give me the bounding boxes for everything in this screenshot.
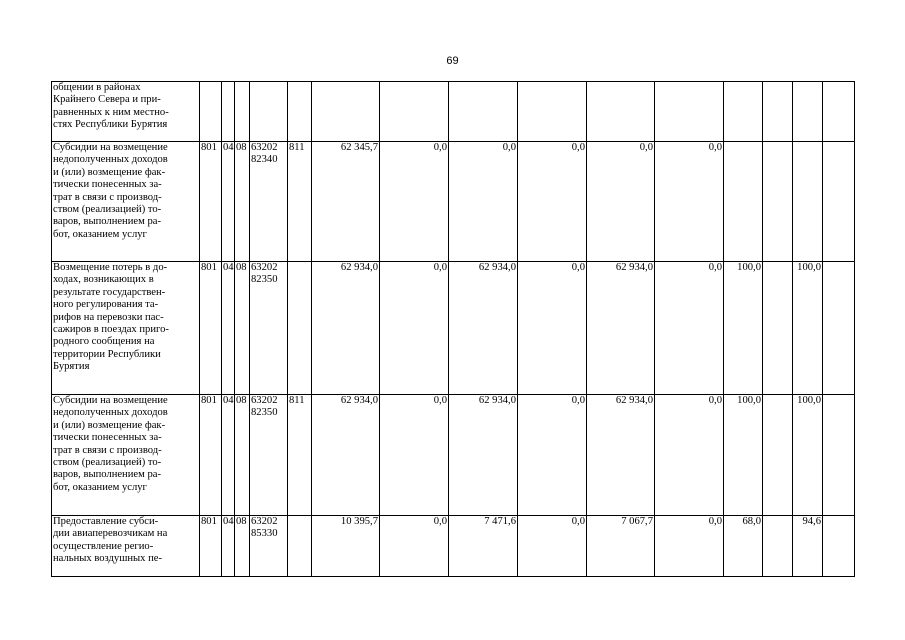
table-row xyxy=(52,142,855,262)
value-cell-v10 xyxy=(823,82,855,142)
value-cell-v5: 62 934,0 xyxy=(587,395,655,516)
value-cell-v2: 0,0 xyxy=(380,142,449,262)
row-name-line: территории Республики xyxy=(53,348,161,360)
table-row xyxy=(52,516,855,577)
row-name-cell xyxy=(52,82,200,142)
row-name-line: ством (реализацией) то- xyxy=(53,204,162,216)
value-cell-v3 xyxy=(449,82,518,142)
value-cell-v1: 10 395,7 xyxy=(312,516,380,577)
value-cell-v7 xyxy=(724,142,763,262)
table-row xyxy=(52,82,855,142)
code-cell-c4: 63202 82350 xyxy=(250,395,288,516)
value-cell-v8 xyxy=(763,516,793,577)
row-name-line: и (или) возмещение фак- xyxy=(53,166,166,178)
row-name-line: Субсидии на возмещение xyxy=(53,142,168,153)
code-cell-c3: 08 xyxy=(235,516,250,577)
row-name-line: тически понесенных за- xyxy=(53,432,162,444)
value-cell-v2: 0,0 xyxy=(380,262,449,395)
row-name-line: бот, оказанием услуг xyxy=(53,481,147,493)
row-name-line: тически понесенных за- xyxy=(53,179,162,191)
value-cell-v8 xyxy=(763,142,793,262)
value-cell-v10 xyxy=(823,142,855,262)
value-cell-v8 xyxy=(763,82,793,142)
value-cell-v3: 62 934,0 xyxy=(449,395,518,516)
value-cell-v8 xyxy=(763,262,793,395)
code-cell-c1 xyxy=(200,82,222,142)
value-cell-v3: 7 471,6 xyxy=(449,516,518,577)
row-name-line: Предоставление субси- xyxy=(53,516,159,527)
value-cell-v2 xyxy=(380,82,449,142)
page-number: 69 xyxy=(446,55,459,67)
table-row xyxy=(52,262,855,395)
value-cell-v6 xyxy=(655,82,724,142)
row-name-line: и (или) возмещение фак- xyxy=(53,419,166,431)
code-cell-c1: 801 xyxy=(200,395,222,516)
value-cell-v7 xyxy=(724,82,763,142)
value-cell-v10 xyxy=(823,516,855,577)
code-cell-c3: 08 xyxy=(235,142,250,262)
row-name-line: рифов на перевозки пас- xyxy=(53,311,164,323)
budget-table xyxy=(51,81,855,577)
code-cell-c4: 63202 82350 xyxy=(250,262,288,395)
row-name-line: ного регулирования та- xyxy=(53,299,159,311)
code-cell-c5 xyxy=(288,516,312,577)
value-cell-v9: 100,0 xyxy=(793,395,823,516)
code-cell-c3 xyxy=(235,82,250,142)
row-name-line: родного сообщения на xyxy=(53,336,155,348)
row-name-line: Бурятия xyxy=(53,361,90,373)
code-cell-c2: 04 xyxy=(222,395,235,516)
row-name-cell xyxy=(52,262,200,395)
row-name-cell xyxy=(52,516,200,577)
row-name-line: трат в связи с производ- xyxy=(53,444,162,456)
code-cell-c4 xyxy=(250,82,288,142)
row-name-line: ством (реализацией) то- xyxy=(53,457,162,469)
row-name-line: сажиров в поездах приго- xyxy=(53,324,169,336)
row-name-line: стях Республики Бурятия xyxy=(53,119,168,131)
code-cell-c2: 04 xyxy=(222,142,235,262)
row-name-line: трат в связи с производ- xyxy=(53,191,162,203)
value-cell-v4: 0,0 xyxy=(518,395,587,516)
row-name-line: равненных к ним местно- xyxy=(53,106,169,118)
value-cell-v9 xyxy=(793,82,823,142)
value-cell-v4: 0,0 xyxy=(518,262,587,395)
value-cell-v1: 62 934,0 xyxy=(312,395,380,516)
value-cell-v3: 62 934,0 xyxy=(449,262,518,395)
value-cell-v5: 62 934,0 xyxy=(587,262,655,395)
value-cell-v6: 0,0 xyxy=(655,395,724,516)
value-cell-v9: 100,0 xyxy=(793,262,823,395)
value-cell-v6: 0,0 xyxy=(655,142,724,262)
value-cell-v9: 94,6 xyxy=(793,516,823,577)
code-cell-c4: 63202 85330 xyxy=(250,516,288,577)
value-cell-v10 xyxy=(823,395,855,516)
row-name-line: Субсидии на возмещение xyxy=(53,395,168,406)
value-cell-v4 xyxy=(518,82,587,142)
value-cell-v1: 62 934,0 xyxy=(312,262,380,395)
value-cell-v5 xyxy=(587,82,655,142)
code-cell-c3: 08 xyxy=(235,395,250,516)
code-cell-c2 xyxy=(222,82,235,142)
value-cell-v7: 100,0 xyxy=(724,395,763,516)
code-cell-c1: 801 xyxy=(200,142,222,262)
row-name-cell xyxy=(52,395,200,516)
code-cell-c5: 811 xyxy=(288,395,312,516)
value-cell-v10 xyxy=(823,262,855,395)
code-cell-c1: 801 xyxy=(200,516,222,577)
code-cell-c2: 04 xyxy=(222,262,235,395)
code-cell-c5 xyxy=(288,262,312,395)
row-name-line: результате государствен- xyxy=(53,286,166,298)
row-name-line: Возмещение потерь в до- xyxy=(53,262,168,273)
value-cell-v6: 0,0 xyxy=(655,516,724,577)
row-name-line: нальных воздушных пе- xyxy=(53,553,163,565)
value-cell-v4: 0,0 xyxy=(518,516,587,577)
row-name-line: дии авиаперевозчикам на xyxy=(53,528,168,540)
row-name-line: общении в районах xyxy=(53,82,141,93)
code-cell-c5 xyxy=(288,82,312,142)
value-cell-v7: 100,0 xyxy=(724,262,763,395)
value-cell-v2: 0,0 xyxy=(380,516,449,577)
row-name-line: варов, выполнением ра- xyxy=(53,469,161,481)
table-row xyxy=(52,395,855,516)
code-cell-c5: 811 xyxy=(288,142,312,262)
code-cell-c3: 08 xyxy=(235,262,250,395)
row-name-line: ходах, возникающих в xyxy=(53,274,154,286)
row-name-line: недополученных доходов xyxy=(53,407,168,419)
row-name-line: осуществление регио- xyxy=(53,540,154,552)
row-name-cell xyxy=(52,142,200,262)
row-name-line: бот, оказанием услуг xyxy=(53,228,147,240)
value-cell-v5: 7 067,7 xyxy=(587,516,655,577)
value-cell-v1 xyxy=(312,82,380,142)
value-cell-v7: 68,0 xyxy=(724,516,763,577)
value-cell-v9 xyxy=(793,142,823,262)
value-cell-v1: 62 345,7 xyxy=(312,142,380,262)
row-name-line: варов, выполнением ра- xyxy=(53,216,161,228)
row-name-line: Крайнего Севера и при- xyxy=(53,94,161,106)
value-cell-v6: 0,0 xyxy=(655,262,724,395)
value-cell-v3: 0,0 xyxy=(449,142,518,262)
row-name-line: недополученных доходов xyxy=(53,154,168,166)
code-cell-c1: 801 xyxy=(200,262,222,395)
value-cell-v4: 0,0 xyxy=(518,142,587,262)
value-cell-v5: 0,0 xyxy=(587,142,655,262)
code-cell-c2: 04 xyxy=(222,516,235,577)
value-cell-v8 xyxy=(763,395,793,516)
code-cell-c4: 63202 82340 xyxy=(250,142,288,262)
value-cell-v2: 0,0 xyxy=(380,395,449,516)
